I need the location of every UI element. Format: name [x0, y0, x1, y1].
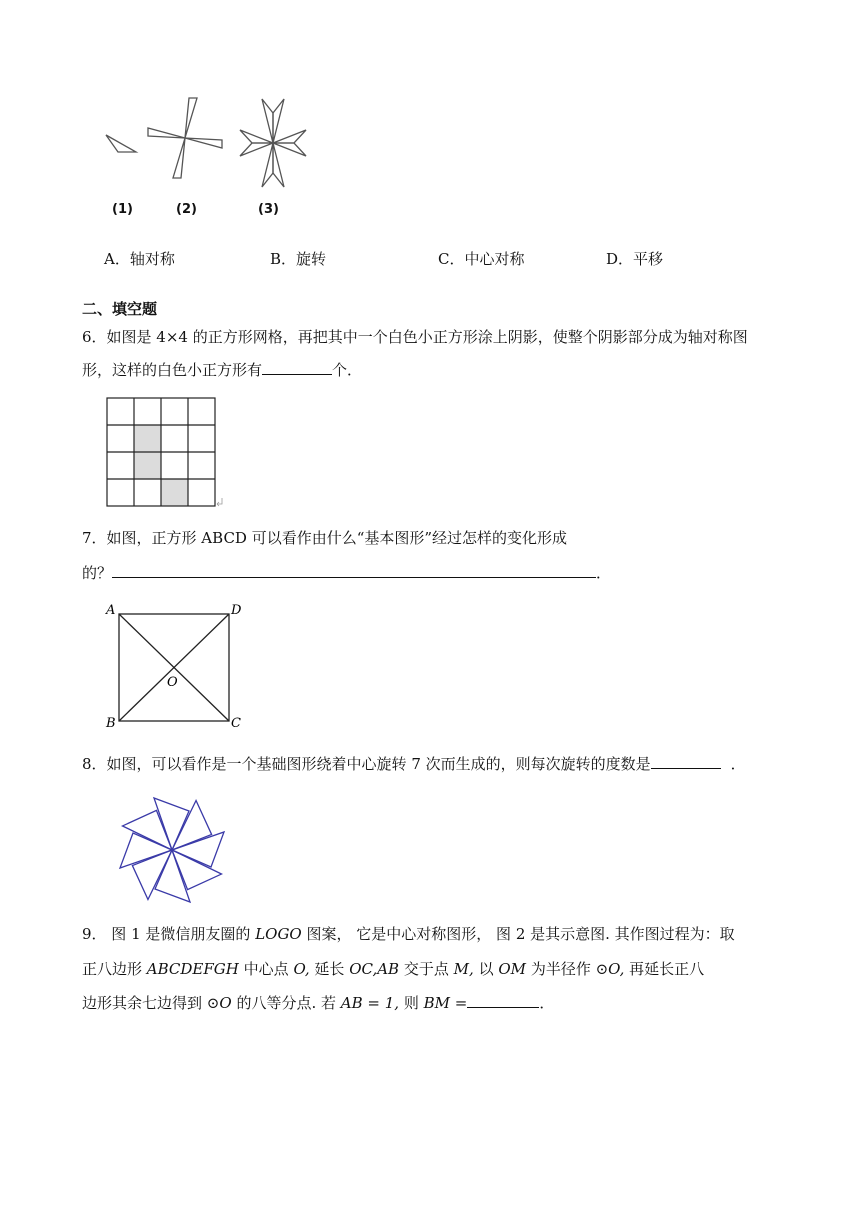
q6-line2-prefix: 形，这样的白色小正方形有: [82, 361, 263, 379]
q7-line2-suffix: ．: [596, 564, 612, 582]
q9-text: 正八边形: [82, 960, 143, 978]
q9-text: 延长: [314, 960, 345, 978]
q9-answer-blank[interactable]: [467, 991, 539, 1008]
q8-answer-blank[interactable]: [651, 752, 721, 769]
pinwheel-blade: [159, 801, 221, 863]
q9-ab-value: AB = 1,: [340, 994, 400, 1012]
q6-answer-blank[interactable]: [262, 358, 332, 375]
option-a[interactable]: [104, 248, 175, 269]
option-text: 轴对称: [129, 250, 175, 268]
option-letter: A．: [104, 250, 130, 268]
q9-lines: OC,AB: [349, 960, 400, 978]
q9-text: 9． 图 1 是微信朋友圈的: [82, 925, 251, 943]
q8-prefix: 8．如图，可以看作是一个基础图形绕着中心旋转 7 次而生成的，则每次旋转的度数是: [82, 755, 651, 773]
q7-line2: [82, 561, 611, 584]
label-d: D: [231, 603, 242, 618]
q9-circle: ⊙O,: [595, 960, 625, 978]
q7-answer-blank[interactable]: [112, 561, 596, 578]
figure-label-3: (3): [258, 202, 279, 217]
q9-point-m: M,: [453, 960, 474, 978]
q9-bm: BM =: [423, 994, 468, 1012]
label-o: O: [167, 675, 178, 690]
q9-text: 的八等分点. 若: [236, 994, 336, 1012]
q9-line1: [82, 923, 735, 945]
pinwheel-blade: [160, 837, 222, 899]
option-letter: D．: [606, 250, 634, 268]
q9-point-o: O,: [293, 960, 310, 978]
section-title: 二、填空题: [82, 300, 158, 318]
q9-line3: [82, 991, 554, 1014]
option-text: 平移: [633, 250, 664, 268]
pinwheel-blade: [120, 833, 172, 868]
q9-text: 边形其余七边得到: [82, 994, 203, 1012]
option-c[interactable]: [438, 248, 525, 269]
q7-square-figure: [104, 602, 249, 732]
q9-text: 交于点: [403, 960, 449, 978]
q9-text: 则: [403, 994, 419, 1012]
figure-1-triangle: [100, 125, 145, 160]
q9-text: 再延长正八: [629, 960, 705, 978]
figure-3-star: [238, 95, 308, 190]
pinwheel-blade: [155, 850, 190, 902]
label-c: C: [231, 716, 241, 731]
q7-line1: 7．如图，正方形 ABCD 可以看作由什么“基本图形”经过怎样的变化形成: [82, 529, 568, 547]
figure-label-2: (2): [176, 202, 197, 217]
figure-label-1: (1): [112, 202, 133, 217]
pinwheel-blade: [123, 801, 185, 863]
q6-grid-figure: [107, 398, 232, 510]
pinwheel-blade: [154, 798, 189, 850]
q8-line: [82, 752, 746, 775]
label-a: A: [106, 603, 116, 618]
label-b: B: [106, 716, 116, 731]
q8-suffix: ．: [730, 755, 746, 773]
option-text: 中心对称: [464, 250, 525, 268]
option-letter: C．: [438, 250, 465, 268]
q9-logo: LOGO: [255, 925, 302, 943]
q7-line2-prefix: 的？: [82, 564, 113, 582]
q9-radius: OM: [498, 960, 527, 978]
option-b[interactable]: [270, 248, 326, 269]
option-letter: B．: [270, 250, 297, 268]
q6-line2: [82, 358, 362, 381]
figure-2-pinwheel: [152, 95, 222, 185]
q6-line1: 6．如图是 4×4 的正方形网格，再把其中一个白色小正方形涂上阴影，使整个阴影部分成为轴对称图: [82, 328, 748, 346]
q8-pinwheel-figure: [110, 790, 235, 910]
option-text: 旋转: [296, 250, 327, 268]
pinwheel-blade: [172, 832, 224, 867]
q9-text: 以: [478, 960, 494, 978]
q9-text: ．: [539, 994, 555, 1012]
q6-line2-suffix: 个．: [332, 361, 363, 379]
q9-text: 为半径作: [530, 960, 591, 978]
q9-text: 中心点: [243, 960, 289, 978]
q9-line2: [82, 958, 704, 980]
pinwheel-blade: [123, 838, 185, 900]
option-d[interactable]: [606, 248, 663, 269]
q9-circle: ⊙O: [206, 994, 232, 1012]
q9-text: 图案， 它是中心对称图形， 图 2 是其示意图. 其作图过程为：取: [306, 925, 735, 943]
q9-polygon-name: ABCDEFGH: [146, 960, 239, 978]
